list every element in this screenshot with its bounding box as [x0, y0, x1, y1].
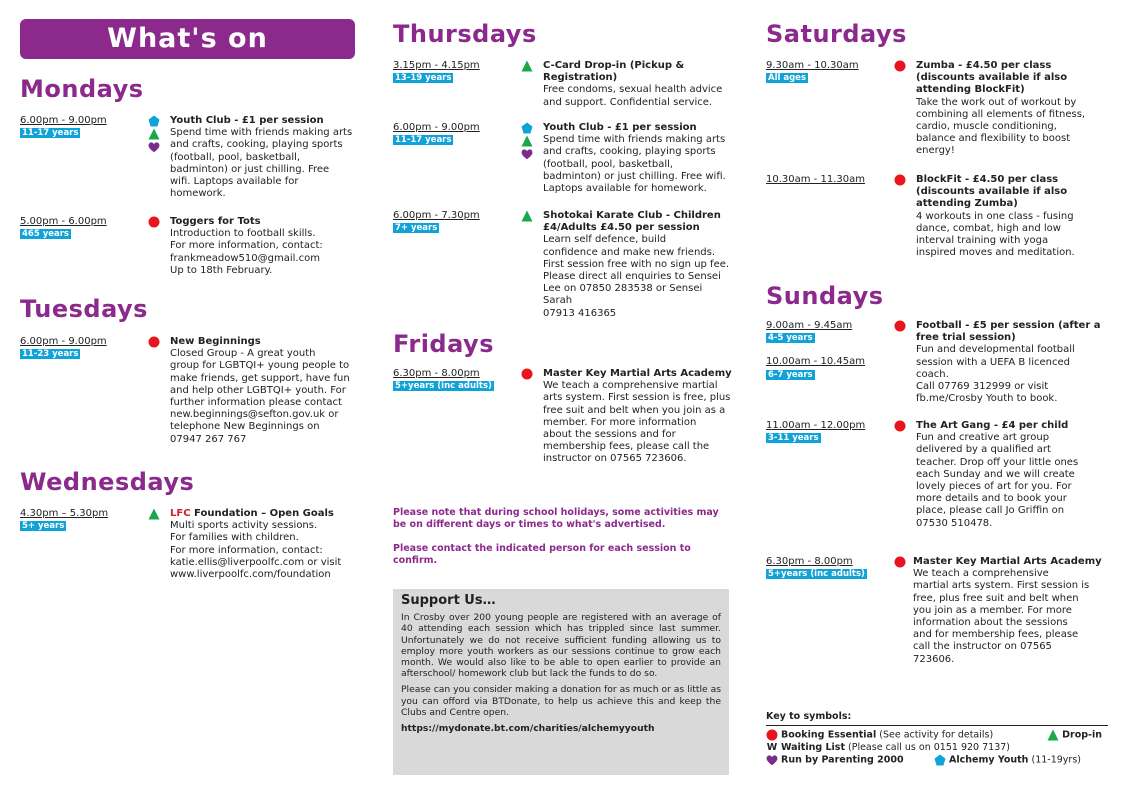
waiting-list-icon: W: [766, 741, 778, 753]
age-badge: All ages: [768, 73, 807, 84]
event-thu-youth-club: 6.00pm - 9.00pm 11-17 years Youth Club - £1 per session Spend time with friends making arts and crafts, cooking, playing sports (football, pool, basketball, badminton) or just chilling. Free wifi. Laptops available for homework.: [393, 122, 726, 195]
age-badge: 13-19 years: [395, 73, 452, 84]
event-sun-art-gang: 11.00am - 12.00pm 3-11 years The Art Gang - £4 per child Fun and creative art group delivered by a qualified art teacher. Drop off your little ones each Sunday and we will create lovely pieces of art for you. For more details and to book your place, please call Jo Griffin on 07530 510478.: [766, 420, 1079, 529]
parenting-2000-icon: [148, 141, 160, 153]
event-sat-blockfit: 10.30am - 11.30am BlockFit - £4.50 per class (discounts available if also attending Zumba) 4 workouts in one class - fusing dance, combat, high and low interval training with yoga inspired moves and meditation.: [766, 174, 1075, 259]
age-badge: 6-7 years: [768, 369, 813, 380]
day-heading-mondays: Mondays: [20, 75, 144, 103]
day-heading-tuesdays: Tuesdays: [20, 295, 148, 323]
event-sun-football: 9.00am - 9.45am 4-5 years 10.00am - 10.45am 6-7 years Football - £5 per session (after a free trial session) Fun and developmental football session with a UEFA B licenced coach. Call 07769 312999 or visit fb.me/Crosby Youth to book.: [766, 320, 1101, 405]
event-description: Zumba - £4.50 per class (discounts available if also attending BlockFit) Take the work out of workout by combining all elements of fitness, cardio, muscle conditioning, balance and flexibility to boost energy!: [916, 60, 1086, 157]
age-badge: 7+ years: [395, 223, 438, 234]
booking-essential-icon: [766, 729, 778, 741]
event-description: New Beginnings Closed Group - A great youth group for LGBTQI+ young people to make friends, get support, have fun and help other LGBTQI+ youth. For further information please contact new.beginnings@sefton.gov.uk or telephone New Beginnings on 07947 267 767: [170, 336, 350, 445]
donate-link[interactable]: https://mydonate.bt.com/charities/alchemyyouth: [401, 723, 655, 735]
event-description: LFC Foundation – Open Goals Multi sports activity sessions. For families with children. For more information, contact: katie.ellis@liverpoolfc.com or visit www.liverpoolfc.com/foundation: [170, 508, 342, 581]
page-title: What's on: [20, 19, 355, 59]
event-description: Shotokai Karate Club - Children £4/Adults £4.50 per session Learn self defence, build confidence and make new friends. First session free with no sign up fee. Please direct all enquiries to Sensei Lee on 07850 283538 or Sensei Sarah 07913 416365: [543, 210, 730, 319]
event-description: The Art Gang - £4 per child Fun and creative art group delivered by a qualified art teacher. Drop off your little ones each Sunday and we will create lovely pieces of art for you. For more details and to book your place, please call Jo Griffin on 07530 510478.: [916, 420, 1079, 529]
booking-essential-icon: [894, 320, 906, 332]
event-description: C-Card Drop-in (Pickup & Registration) Free condoms, sexual health advice and support. Confidential service.: [543, 60, 723, 108]
event-mon-toggers-for-tots: 5.00pm - 6.00pm 465 years Toggers for Tots Introduction to football skills. For more information, contact: frankmeadow510@gmail.com Up to 18th February.: [20, 216, 323, 276]
drop-in-icon: [521, 210, 533, 222]
event-sun-master-key: 6.30pm - 8.00pm 5+years (inc adults) Master Key Martial Arts Academy We teach a comprehensive martial arts system. First session is free, plus free suit and belt when you join as a member. For more information about the sessions and for membership fees, please call the instructor on 07565 723606.: [766, 556, 1102, 665]
key-row-2: W Waiting List (Please call us on 0151 920 7137): [766, 741, 1010, 753]
event-wed-lfc-foundation: 4.30pm – 5.30pm 5+ years LFC Foundation – Open Goals Multi sports activity sessions. For families with children. For more information, contact: katie.ellis@liverpoolfc.com or visit www.liverpoolfc.com/foundation: [20, 508, 342, 581]
contact-note: Please contact the indicated person for each session to confirm.: [393, 543, 691, 566]
age-badge: 5+years (inc adults): [768, 569, 865, 580]
event-description: BlockFit - £4.50 per class (discounts available if also attending Zumba) 4 workouts in one class - fusing dance, combat, high and low interval training with yoga inspired moves and meditation.: [916, 174, 1075, 259]
event-description: Youth Club - £1 per session Spend time with friends making arts and crafts, cooking, playing sports (football, pool, basketball, badminton) or just chilling. Free wifi. Laptops available for homework.: [170, 115, 353, 200]
age-badge: 11-17 years: [395, 135, 452, 146]
parenting-2000-icon: [766, 754, 778, 766]
age-badge: 3-11 years: [768, 433, 819, 444]
event-thu-shotokai-karate: 6.00pm - 7.30pm 7+ years Shotokai Karate Club - Children £4/Adults £4.50 per session Learn self defence, build confidence and make new friends. First session free with no sign up fee. Please direct all enquiries to Sensei Lee on 07850 283538 or Sensei Sarah 07913 416365: [393, 210, 733, 320]
booking-essential-icon: [521, 368, 533, 380]
event-description: Master Key Martial Arts Academy We teach a comprehensive martial arts system. First session is free, plus free suit and belt when you join as a member. For more information about the sessions and for membership fees, please call the instructor on 07565 723606.: [543, 368, 732, 465]
drop-in-icon: [148, 128, 160, 140]
age-badge: 11-17 years: [22, 128, 79, 139]
key-row-3: Run by Parenting 2000 Alchemy Youth (11-19yrs): [766, 754, 1108, 767]
day-heading-thursdays: Thursdays: [393, 20, 537, 48]
support-us-box: [393, 589, 729, 775]
age-badge: 5+ years: [22, 521, 65, 532]
event-description: Master Key Martial Arts Academy We teach a comprehensive martial arts system. First session is free, plus free suit and belt when you join as a member. For more information about the sessions and for membership fees, please call the instructor on 07565 723606.: [913, 556, 1102, 665]
event-thu-c-card: 3.15pm - 4.15pm 13-19 years C-Card Drop-in (Pickup & Registration) Free condoms, sexual health advice and support. Confidential service.: [393, 60, 723, 108]
key-row-1: Booking Essential (See activity for details) Drop-in: [766, 729, 1108, 742]
event-description: Toggers for Tots Introduction to football skills. For more information, contact: frankmeadow510@gmail.com Up to 18th February.: [170, 216, 323, 276]
parenting-2000-icon: [521, 148, 533, 160]
booking-essential-icon: [148, 336, 160, 348]
event-tue-new-beginnings: 6.00pm - 9.00pm 11-23 years New Beginnings Closed Group - A great youth group for LGBTQI+ young people to make friends, get support, have fun and help other LGBTQI+ youth. For further information please contact new.beginnings@sefton.gov.uk or telephone New Beginnings on 07947 267 767: [20, 336, 350, 445]
event-description: Youth Club - £1 per session Spend time with friends making arts and crafts, cooking, playing sports (football, pool, basketball, badminton) or just chilling. Free wifi. Laptops available for homework.: [543, 122, 726, 195]
drop-in-icon: [148, 508, 160, 520]
day-heading-sundays: Sundays: [766, 282, 884, 310]
booking-essential-icon: [148, 216, 160, 228]
booking-essential-icon: [894, 420, 906, 432]
symbol-key: [766, 711, 1108, 767]
event-fri-master-key: 6.30pm - 8.00pm 5+years (inc adults) Master Key Martial Arts Academy We teach a comprehensive martial arts system. First session is free, plus free suit and belt when you join as a member. For more information about the sessions and for membership fees, please call the instructor on 07565 723606.: [393, 368, 732, 465]
booking-essential-icon: [894, 556, 906, 568]
event-time: 6.00pm - 9.00pm 11-17 years: [20, 115, 107, 139]
age-badge: 4-5 years: [768, 333, 813, 344]
drop-in-icon: [1047, 729, 1059, 741]
day-heading-fridays: Fridays: [393, 330, 494, 358]
support-paragraph-2: Please can you consider making a donation for as much or as little as you can offord via BTDonate, to help us achieve this and keep the Clubs and Centre open.: [401, 684, 721, 718]
event-description: Football - £5 per session (after a free trial session) Fun and developmental football session with a UEFA B licenced coach. Call 07769 312999 or visit fb.me/Crosby Youth to book.: [916, 320, 1101, 405]
age-badge: 11-23 years: [22, 349, 79, 360]
event-sat-zumba: 9.30am - 10.30am All ages Zumba - £4.50 per class (discounts available if also attending BlockFit) Take the work out of workout by combining all elements of fitness, cardio, muscle conditioning, balance and flexibility to boost energy!: [766, 60, 1086, 157]
holiday-note: Please note that during school holidays, some activities may be on different days or times to what's advertised.: [393, 507, 719, 530]
booking-essential-icon: [894, 60, 906, 72]
alchemy-youth-icon: [521, 122, 533, 134]
booking-essential-icon: [894, 174, 906, 186]
alchemy-youth-icon: [934, 754, 946, 766]
age-badge: 465 years: [22, 229, 69, 240]
day-heading-wednesdays: Wednesdays: [20, 468, 195, 496]
drop-in-icon: [521, 135, 533, 147]
key-title: Key to symbols:: [766, 711, 1108, 726]
lfc-label: LFC: [170, 508, 191, 519]
support-title: Support Us…: [401, 593, 496, 608]
day-heading-saturdays: Saturdays: [766, 20, 907, 48]
alchemy-youth-icon: [148, 115, 160, 127]
event-mon-youth-club: [20, 115, 360, 205]
support-paragraph-1: In Crosby over 200 young people are registered with an average of 40 attending each session which has trippled since last summer. Unfortunately we do not receive sufficient funding allowing us to employ more youth workers as our sessions continue to grow each month. We would also like to be able to open earlier to provide an afterschool/ homework club but lack the funds to do so.: [401, 612, 721, 680]
age-badge: 5+years (inc adults): [395, 381, 492, 392]
drop-in-icon: [521, 60, 533, 72]
